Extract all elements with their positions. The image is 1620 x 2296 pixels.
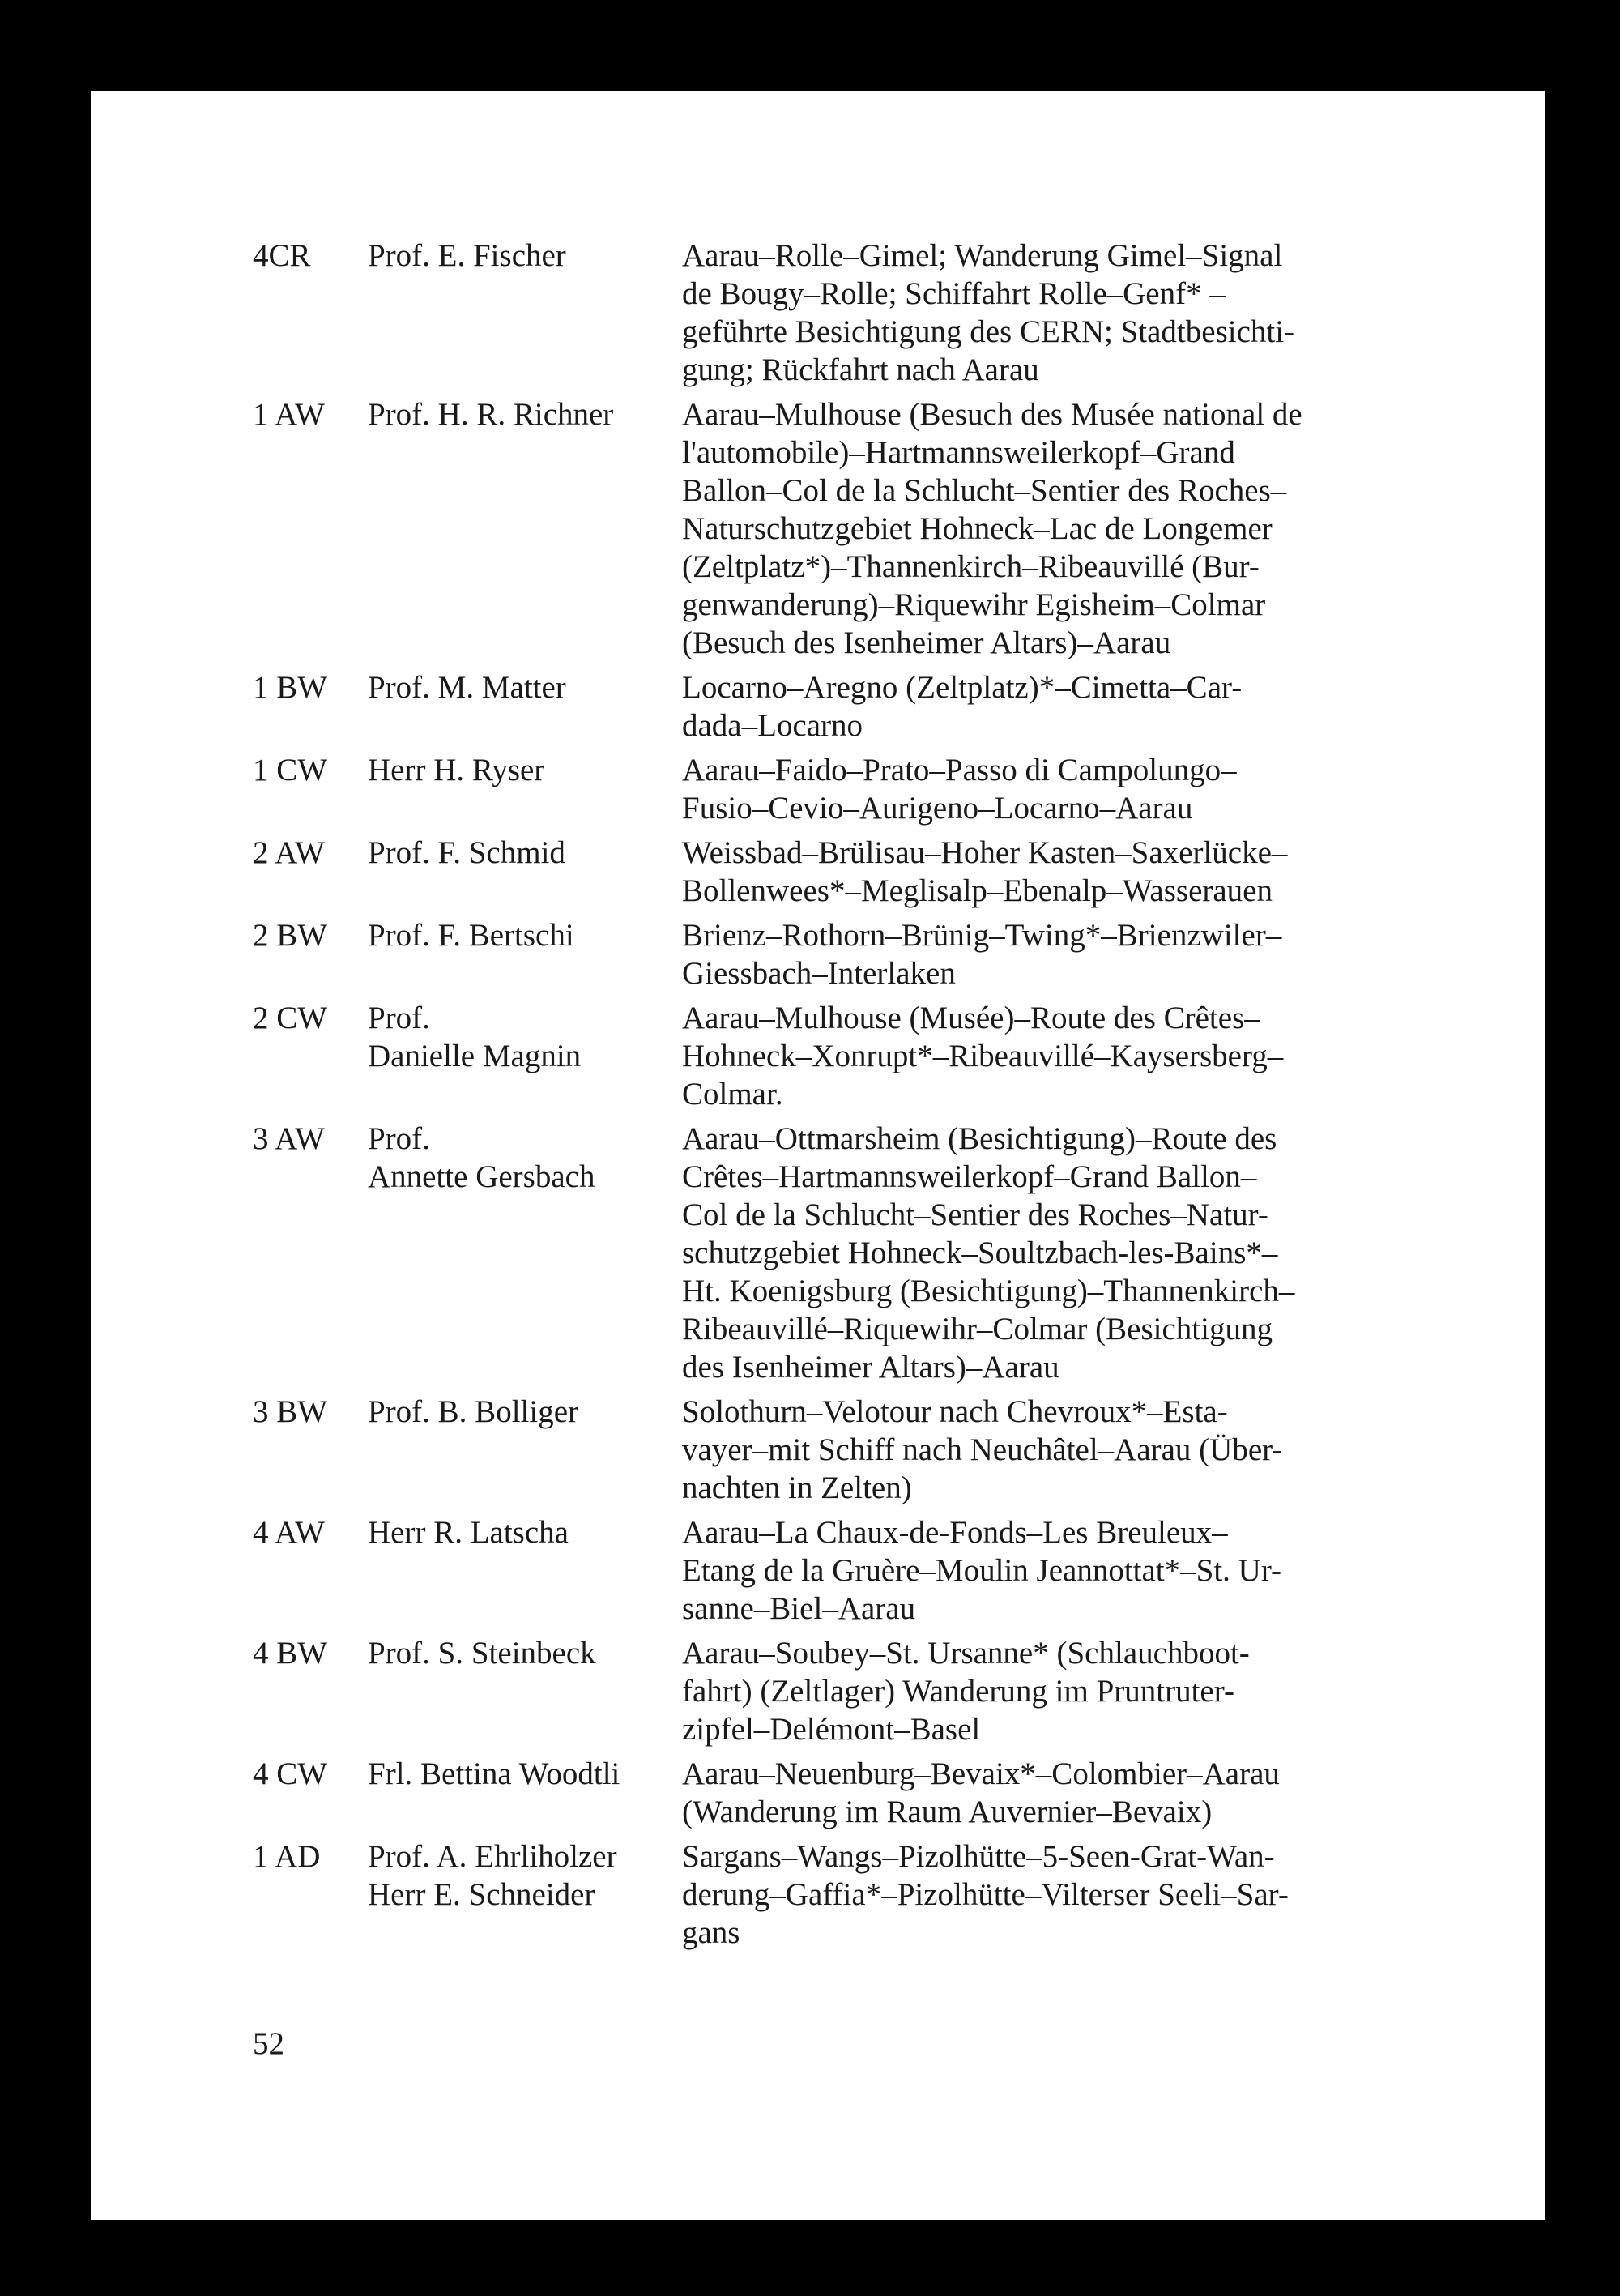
route-description: Aarau–Ottmarsheim (Besichtigung)–Route des Crêtes–Hartmannsweilerkopf–Grand Ballon– Col de la Schlucht–Sentier des Roches–Natur- schutzgebiet Hohneck–Soultzbach-les-Bains*– Ht. Koenigsburg (Besichtigung)–Thannenkirch– Ribeauvillé–Riquewihr–Colmar (Besichtigung des Isenheimer Altars)–Aarau xyxy=(682,1121,1295,1385)
route-description: Aarau–Rolle–Gimel; Wanderung Gimel–Signal de Bougy–Rolle; Schiffahrt Rolle–Genf* – geführte Besichtigung des CERN; Stadtbesichti- gung; Rückfahrt nach Aarau xyxy=(682,238,1295,387)
route-description: Weissbad–Brülisau–Hoher Kasten–Saxerlücke– Bollenwees*–Meglisalp–Ebenalp–Wasserauen xyxy=(682,835,1288,908)
excursion-entry xyxy=(253,1513,1500,1628)
teacher-name: Frl. Bettina Woodtli xyxy=(368,1756,620,1791)
class-code: 4 AW xyxy=(253,1515,325,1550)
teacher-name: Prof. F. Bertschi xyxy=(368,918,574,953)
excursion-entry xyxy=(253,1393,1500,1507)
route-description: Aarau–Neuenburg–Bevaix*–Colombier–Aarau (Wanderung im Raum Auvernier–Bevaix) xyxy=(682,1756,1280,1829)
teacher-name: Prof. Danielle Magnin xyxy=(368,1001,582,1073)
route-description: Aarau–Mulhouse (Besuch des Musée national de l'automobile)–Hartmannsweilerkopf–Grand Ballon–Col de la Schlucht–Sentier des Roches– Naturschutzgebiet Hohneck–Lac de Longemer (Zeltplatz*)–Thannenkirch–Ribeauvillé (Bur- genwanderung)–Riquewihr Egisheim–Colmar (Besuch des Isenheimer Altars)–Aarau xyxy=(682,397,1302,660)
excursion-entry xyxy=(253,1120,1500,1386)
excursion-entry xyxy=(253,668,1500,745)
class-code: 1 AW xyxy=(253,397,325,432)
teacher-name: Prof. E. Fischer xyxy=(368,238,566,273)
teacher-name: Prof. Annette Gersbach xyxy=(368,1121,595,1194)
class-code: 4 CW xyxy=(253,1756,328,1791)
teacher-name: Prof. B. Bolliger xyxy=(368,1394,578,1429)
excursion-entry xyxy=(253,916,1500,992)
excursion-entry xyxy=(253,751,1500,827)
class-code: 4CR xyxy=(253,238,311,273)
route-description: Solothurn–Velotour nach Chevroux*–Esta- vayer–mit Schiff nach Neuchâtel–Aarau (Über- nachten in Zelten) xyxy=(682,1394,1283,1505)
teacher-name: Prof. M. Matter xyxy=(368,670,566,705)
teacher-name: Herr R. Latscha xyxy=(368,1515,569,1550)
class-code: 2 BW xyxy=(253,918,328,953)
route-description: Aarau–Mulhouse (Musée)–Route des Crêtes– Hohneck–Xonrupt*–Ribeauvillé–Kaysersberg– Colmar. xyxy=(682,1001,1284,1112)
document-page xyxy=(91,91,1545,2220)
class-code: 3 BW xyxy=(253,1394,328,1429)
excursion-entry xyxy=(253,1755,1500,1831)
class-code: 1 CW xyxy=(253,753,328,787)
teacher-name: Prof. S. Steinbeck xyxy=(368,1636,596,1671)
excursion-entry xyxy=(253,1837,1500,1952)
teacher-name: Herr H. Ryser xyxy=(368,753,545,787)
excursion-list xyxy=(253,237,1500,1958)
teacher-name: Prof. A. Ehrliholzer Herr E. Schneider xyxy=(368,1839,617,1912)
page-number: 52 xyxy=(253,2026,284,2061)
route-description: Brienz–Rothorn–Brünig–Twing*–Brienzwiler– Giessbach–Interlaken xyxy=(682,918,1282,991)
teacher-name: Prof. H. R. Richner xyxy=(368,397,614,432)
class-code: 3 AW xyxy=(253,1121,325,1156)
class-code: 4 BW xyxy=(253,1636,328,1671)
class-code: 2 AW xyxy=(253,835,325,870)
excursion-entry xyxy=(253,237,1500,389)
class-code: 1 AD xyxy=(253,1839,321,1874)
class-code: 2 CW xyxy=(253,1001,328,1035)
excursion-entry xyxy=(253,999,1500,1113)
teacher-name: Prof. F. Schmid xyxy=(368,835,565,870)
route-description: Locarno–Aregno (Zeltplatz)*–Cimetta–Car- dada–Locarno xyxy=(682,670,1243,743)
route-description: Sargans–Wangs–Pizolhütte–5-Seen-Grat-Wan- derung–Gaffia*–Pizolhütte–Vilterser Seeli–Sar- gans xyxy=(682,1839,1289,1950)
route-description: Aarau–Faido–Prato–Passo di Campolungo– Fusio–Cevio–Aurigeno–Locarno–Aarau xyxy=(682,753,1237,826)
route-description: Aarau–La Chaux-de-Fonds–Les Breuleux– Etang de la Gruère–Moulin Jeannottat*–St. Ur- sanne–Biel–Aarau xyxy=(682,1515,1282,1626)
excursion-entry xyxy=(253,1634,1500,1748)
class-code: 1 BW xyxy=(253,670,328,705)
excursion-entry xyxy=(253,395,1500,662)
route-description: Aarau–Soubey–St. Ursanne* (Schlauchboot- fahrt) (Zeltlager) Wanderung im Pruntruter- zipfel–Delémont–Basel xyxy=(682,1636,1250,1747)
excursion-entry xyxy=(253,834,1500,910)
